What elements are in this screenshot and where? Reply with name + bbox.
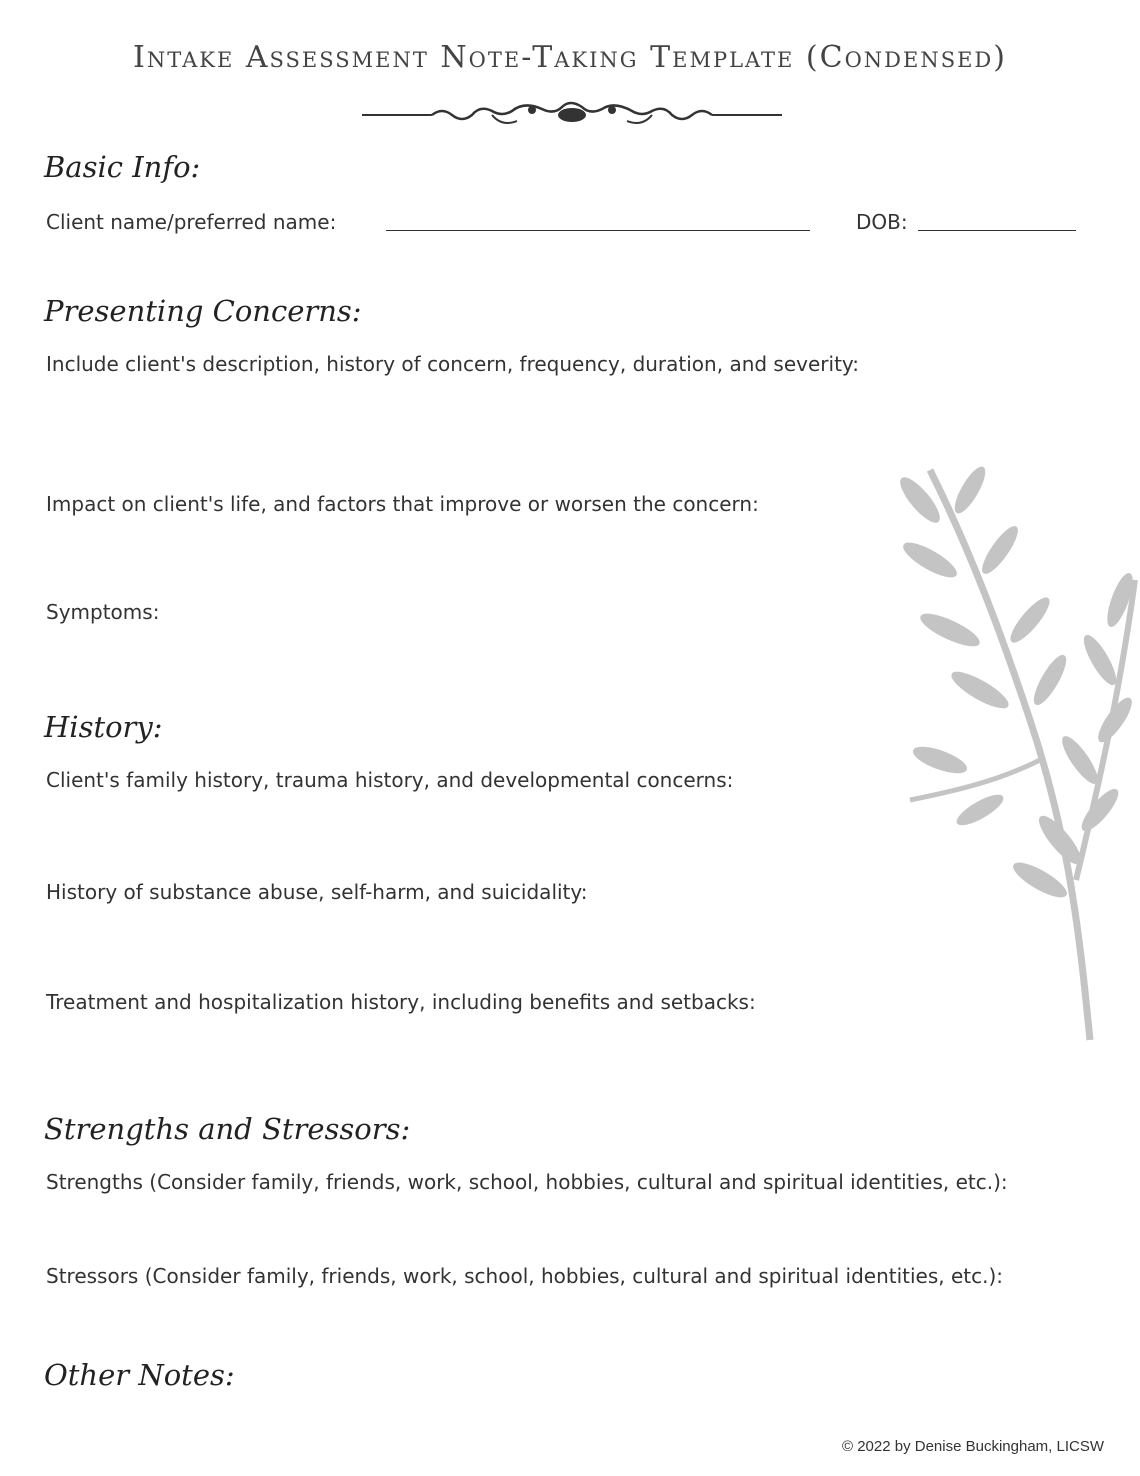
dob-label: DOB: xyxy=(856,210,908,234)
presenting-prompt-impact: Impact on client's life, and factors that improve or worsen the concern: xyxy=(46,492,759,516)
history-prompt-treatment: Treatment and hospitalization history, including benefits and setbacks: xyxy=(46,990,756,1014)
client-name-label: Client name/preferred name: xyxy=(46,210,337,234)
dob-field[interactable] xyxy=(918,230,1076,231)
leaf-branch-decoration xyxy=(880,460,1140,1050)
section-heading-other-notes: Other Notes: xyxy=(44,1358,235,1392)
section-heading-strengths-stressors: Strengths and Stressors: xyxy=(44,1112,411,1146)
strengths-prompt: Strengths (Consider family, friends, work, school, hobbies, cultural and spiritual identities, etc.): xyxy=(46,1170,1008,1194)
ornamental-divider xyxy=(362,98,782,132)
history-prompt-family: Client's family history, trauma history, and developmental concerns: xyxy=(46,768,734,792)
stressors-prompt: Stressors (Consider family, friends, work, school, hobbies, cultural and spiritual identities, etc.): xyxy=(46,1264,1004,1288)
presenting-prompt-description: Include client's description, history of concern, frequency, duration, and severity: xyxy=(46,352,860,376)
client-name-field[interactable] xyxy=(386,230,810,231)
section-heading-presenting-concerns: Presenting Concerns: xyxy=(44,294,362,328)
copyright-footer: © 2022 by Denise Buckingham, LICSW xyxy=(841,1438,1104,1455)
section-heading-history: History: xyxy=(44,710,163,744)
section-heading-basic-info: Basic Info: xyxy=(44,150,201,184)
page-title: Intake Assessment Note-Taking Template (Condensed) xyxy=(133,40,1007,75)
history-prompt-substance: History of substance abuse, self-harm, and suicidality: xyxy=(46,880,588,904)
presenting-prompt-symptoms: Symptoms: xyxy=(46,600,160,624)
